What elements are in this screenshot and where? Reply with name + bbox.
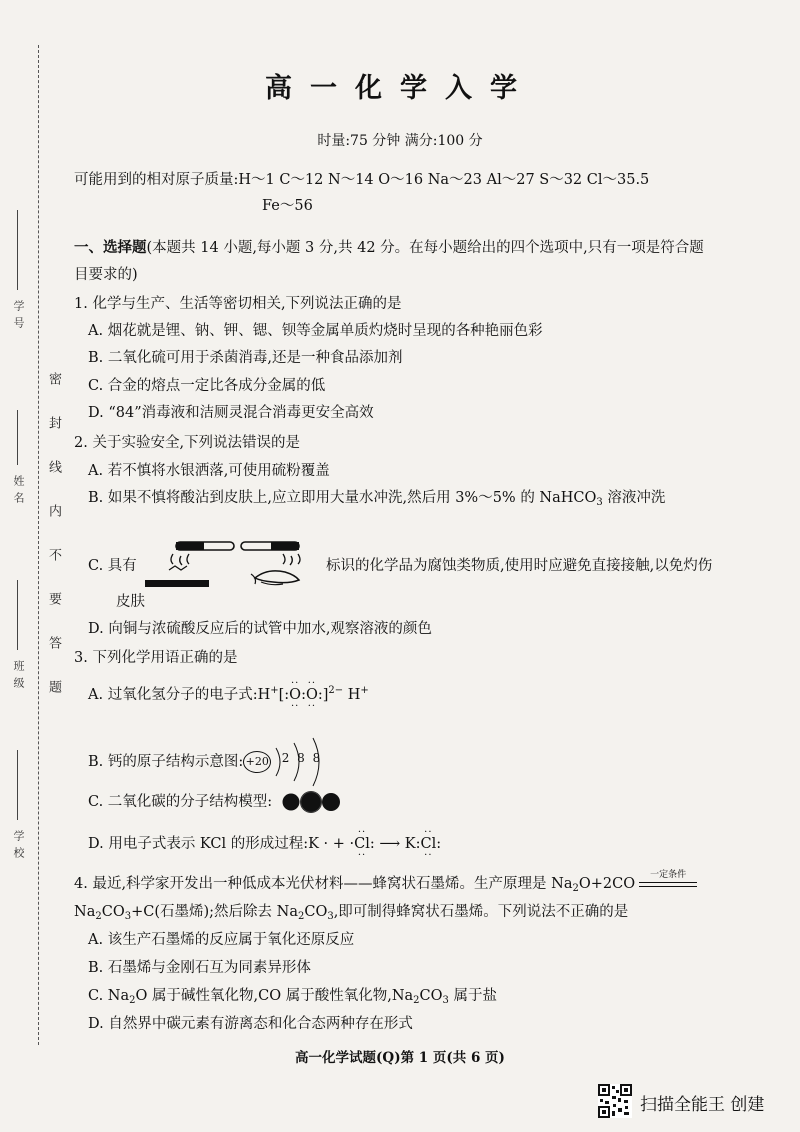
q1-option-a: A. 烟花就是锂、钠、钾、锶、钡等金属单质灼烧时呈现的各种艳丽色彩 <box>88 323 543 339</box>
section-instruction-2: 目要求的) <box>74 267 138 283</box>
section-label: 一、选择题 <box>74 239 147 256</box>
page-title: 高一化学入学 <box>265 73 535 104</box>
page-footer: 高一化学试题(Q)第 1 页(共 6 页) <box>295 1050 505 1066</box>
name-label: 姓名 <box>12 475 25 509</box>
class-rule <box>17 580 18 650</box>
corrosive-hazard-icon <box>143 538 319 594</box>
q3-option-c: C. 二氧化碳的分子结构模型: <box>88 790 347 814</box>
student-id-label: 学号 <box>12 300 25 334</box>
exam-meta: 时量:75 分钟 满分:100 分 <box>317 133 483 149</box>
q2-option-d: D. 向铜与浓硫酸反应后的试管中加水,观察溶液的颜色 <box>88 621 432 637</box>
electron-shell-counts: 2 8 8 <box>281 751 323 765</box>
q4-option-d: D. 自然界中碳元素有游离态和化合态两种存在形式 <box>88 1016 413 1032</box>
atomic-mass-line-2: Fe～56 <box>262 198 313 214</box>
q1-stem: 1. 化学与生产、生活等密切相关,下列说法正确的是 <box>74 296 402 312</box>
school-rule <box>17 750 18 820</box>
q2-option-a: A. 若不慎将水银洒落,可使用硫粉覆盖 <box>88 463 330 479</box>
reaction-condition-arrow: 一定条件 <box>639 876 697 892</box>
atomic-mass-line: 可能用到的相对原子质量:H～1 C～12 N～14 O～16 Na～23 Al～27 S～32 Cl～35.5 <box>74 172 650 188</box>
q3-option-b: B. 钙的原子结构示意图: +20 $^{2 8 8}$ <box>88 736 348 788</box>
q3-option-d: D. 用电子式表示 KCl 的形成过程:K · + ··· Cl ··: ⟶ K:·· Cl ··: <box>88 832 441 853</box>
q2-stem: 2. 关于实验安全,下列说法错误的是 <box>74 435 301 451</box>
q4-option-c: C. $Na_2O$ 属于碱性氧化物,CO 属于酸性氧化物$,Na_2CO_3$ 属于盐 <box>88 988 497 1006</box>
calcium-nucleus: +20 <box>243 751 271 773</box>
name-rule <box>17 410 18 465</box>
q3-option-a: A. 过氧化氢分子的电子式:H+[:·· O ··:·· O ··:]$^{2-}$ H+ <box>88 683 369 704</box>
q4-option-a: A. 该生产石墨烯的反应属于氧化还原反应 <box>88 932 355 948</box>
q3-stem: 3. 下列化学用语正确的是 <box>74 650 238 666</box>
q1-option-c: C. 合金的熔点一定比各成分金属的低 <box>88 378 326 394</box>
q2-option-c-cont: 皮肤 <box>116 594 145 610</box>
q1-option-b: B. 二氧化硫可用于杀菌消毒,还是一种食品添加剂 <box>88 350 403 366</box>
q2-option-c: C. 具有 标识的化学品为腐蚀类物质,使用时应避免直接接触,以免灼伤 <box>88 538 712 594</box>
q4-stem: 4. 最近,科学家开发出一种低成本光伏材料——蜂窝状石墨烯。生产原理是 $Na_2O+2CO$ 一定条件 <box>74 872 697 894</box>
co2-ball-model-icon <box>277 790 347 814</box>
q4-stem-line-2: $Na_2CO_3+C$(石墨烯);然后除去 $Na_2CO_3$,即可制得蜂窝状石墨烯。下列说法不正确的是 <box>74 904 629 922</box>
school-label: 学校 <box>12 830 25 864</box>
q4-option-b: B. 石墨烯与金刚石互为同素异形体 <box>88 960 311 976</box>
section-instruction: (本题共 14 小题,每小题 3 分,共 42 分。在每小题给出的四个选项中,只有一项是符合题 <box>146 240 704 256</box>
student-id-rule <box>17 210 18 290</box>
class-label: 班级 <box>12 660 25 694</box>
q2-option-b: B. 如果不慎将酸沾到皮肤上,应立即用大量水冲洗,然后用 3%～5% 的 NaHCO$_3$ 溶液冲洗 <box>88 490 666 508</box>
q1-option-d: D. “84”消毒液和洁厕灵混合消毒更安全高效 <box>88 405 374 421</box>
qr-code-icon <box>598 1084 632 1118</box>
seal-notice: 密封线内不要答题 <box>46 372 61 724</box>
scanner-watermark: 扫描全能王 创建 <box>640 1095 765 1115</box>
section-heading <box>74 236 704 257</box>
seal-dashed-line <box>38 45 39 1045</box>
